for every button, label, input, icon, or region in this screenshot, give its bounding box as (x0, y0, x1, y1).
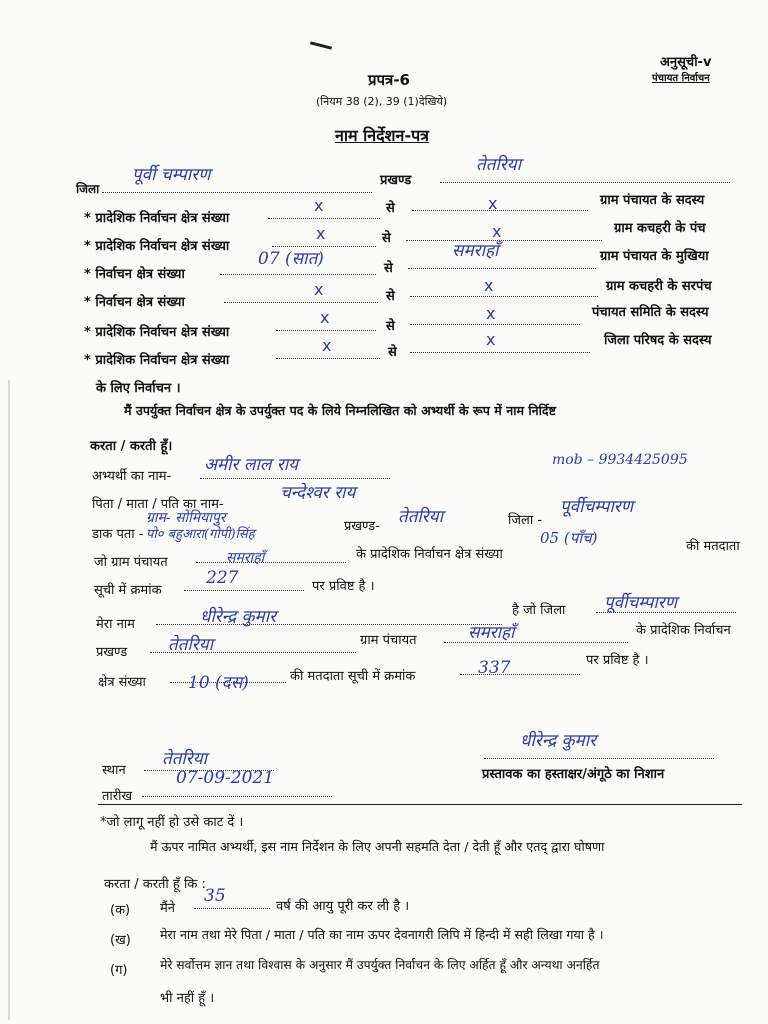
item-mark: (ग) (110, 963, 128, 978)
cross-mark: x (484, 276, 494, 295)
cross-mark: x (488, 194, 498, 213)
row-dots (410, 296, 598, 297)
item-text-2: भी नहीं हूँ । (160, 991, 215, 1006)
regional-text: के प्रादेशिक निर्वाचन (636, 623, 731, 638)
entered-text: पर प्रविष्ट है । (586, 653, 649, 668)
cross-mark: x (322, 336, 332, 355)
district-dots (102, 192, 372, 193)
row-dots (220, 274, 376, 275)
constituency-number: 07 (सात) (258, 249, 324, 269)
serial-suffix: पर प्रविष्ट है । (312, 579, 375, 594)
candidate-name-value: अमीर लाल राय (204, 455, 298, 475)
consent-line-2: करता / करती हूँ कि : (104, 877, 206, 892)
proposer-block-value: तेतरिया (168, 635, 213, 655)
proposer-block-label: प्रखण्ड (96, 645, 128, 660)
cross-mark: x (314, 196, 324, 215)
district-value: पूर्वी चम्पारण (132, 165, 211, 185)
proposer-gp-value: समराहाँ (468, 623, 515, 643)
cross-mark: x (314, 280, 324, 299)
candidate-name-label: अभ्यर्थी का नाम- (92, 469, 172, 484)
row-label: * निर्वाचन क्षेत्र संख्या (84, 295, 185, 310)
age-value: 35 (204, 886, 226, 906)
sign-caption: प्रस्तावक का हस्ताक्षर/अंगूठे का निशान (482, 767, 665, 782)
form-number: प्रपत्र-6 (368, 71, 410, 89)
row-dots (410, 324, 580, 325)
date-label: तारीख (102, 789, 133, 804)
rule-reference: (नियम 38 (2), 39 (1)देखिये) (316, 95, 448, 108)
place-label: स्थान (102, 763, 126, 778)
item-text: मेरा नाम तथा मेरे पिता / माता / पति का नाम ऊपर देवनागरी लिपि में हिन्दी में सही लिखा गया है । (160, 927, 604, 942)
address-value-1: ग्राम- सोमियापुर (146, 510, 226, 526)
serial-dots (184, 590, 304, 591)
block-value: तेतरिया (476, 155, 521, 175)
constituency-value: 05 (पाँच) (540, 529, 598, 547)
declaration-line-1: मैं उपर्युक्त निर्वाचन क्षेत्र के उपर्युक्त पद के लिये निम्नलिखित को अभ्यर्थी के रूप में नाम निर्दिष्ट (124, 403, 556, 418)
item-post: वर्ष की आयु पूरी कर ली है । (276, 899, 410, 914)
voter-serial-text: की मतदाता सूची में क्रमांक (290, 669, 416, 684)
voter-text: की मतदाता (686, 539, 740, 554)
gp-label: जो ग्राम पंचायत (94, 555, 168, 570)
candidate-mobile: mob – 9934425095 (552, 452, 688, 468)
candidate-district-label: जिला - (508, 513, 543, 528)
item-pre: मैंने (160, 901, 175, 916)
proposer-gp-label: ग्राम पंचायत (360, 633, 417, 648)
row-post: पंचायत समिति के सदस्य (592, 305, 709, 320)
candidate-district-value: पूर्वीचम्पारण (560, 497, 634, 517)
row-post: ग्राम पंचायत के मुखिया (600, 249, 709, 264)
row-dots (412, 210, 588, 211)
cross-mark: x (486, 330, 496, 349)
row-se: से (388, 345, 397, 360)
row-label: * निर्वाचन क्षेत्र संख्या (84, 267, 185, 282)
proposer-name-label: मेरा नाम (96, 617, 135, 632)
proposer-district-value: पूर्वीचम्पारण (604, 593, 678, 613)
cross-mark: x (320, 308, 330, 327)
row-se: से (386, 289, 395, 304)
date-dots (142, 796, 332, 797)
item-text: मेरे सर्वोत्तम ज्ञान तथा विश्वास के अनुसार मैं उपर्युक्त निर्वाचन के लिए अर्हित हूँ और अन्यथा अनर्हित (160, 958, 600, 972)
area-value: 10 (दस) (188, 673, 249, 693)
address-value-2: पो० बहुआरा(गोपी)सिंह (146, 527, 255, 542)
row-dots (276, 358, 380, 359)
form-title: नाम निर्देशन-पत्र (335, 126, 430, 145)
serial-label: सूची में क्रमांक (94, 583, 162, 598)
row-dots (268, 218, 380, 219)
address-label: डाक पता - (92, 527, 144, 542)
row-post: ग्राम पंचायत के सदस्य (600, 193, 705, 208)
proposer-signature: धीरेन्द्र कुमार (520, 731, 597, 751)
row-dots (224, 302, 378, 303)
row-label: * प्रादेशिक निर्वाचन क्षेत्र संख्या (84, 211, 230, 226)
area-label: क्षेत्र संख्या (98, 675, 146, 690)
cross-mark: x (486, 304, 496, 323)
row-post: ग्राम कचहरी के सरपंच (606, 279, 712, 294)
row-dots (408, 268, 596, 269)
district-text: है जो जिला (512, 603, 566, 618)
age-dots (194, 908, 270, 909)
date-value: 07-09-2021 (176, 768, 275, 788)
consent-line-1: मैं ऊपर नामित अभ्यर्थी, इस नाम निर्देशन के लिए अपनी सहमति देता / देती हूँ और एतद् द्वारा घोषणा (150, 839, 605, 854)
constituency-text: के प्रादेशिक निर्वाचन क्षेत्र संख्या (356, 547, 503, 562)
serial-value: 227 (206, 568, 239, 588)
declaration-line-1b: करता / करती हूँ। (90, 439, 173, 454)
row-dots (410, 352, 590, 353)
gp-dots (196, 562, 346, 563)
pen-mark (310, 41, 332, 49)
sign-dots (484, 758, 714, 759)
item-mark: (क) (110, 903, 131, 918)
election-for-text: के लिए निर्वाचन । (96, 381, 181, 396)
candidate-block-label: प्रखण्ड- (344, 519, 380, 534)
candidate-block-value: तेतरिया (398, 507, 443, 527)
row-label: * प्रादेशिक निर्वाचन क्षेत्र संख्या (84, 353, 230, 368)
row-post: जिला परिषद के सदस्य (604, 333, 712, 348)
father-name-value: चन्देश्वर राय (280, 483, 356, 503)
cross-mark: x (316, 224, 326, 243)
page-edge-shadow (8, 380, 10, 1020)
district-label: जिला (76, 182, 100, 196)
cross-mark: x (492, 222, 502, 241)
father-name-label: पिता / माता / पति का नाम- (92, 497, 224, 512)
panchayat-name: समराहाँ (452, 241, 499, 261)
voter-serial-value: 337 (478, 658, 511, 678)
row-dots (406, 240, 602, 241)
row-se: से (382, 231, 391, 246)
row-label: * प्रादेशिक निर्वाचन क्षेत्र संख्या (84, 239, 230, 254)
row-post: ग्राम कचहरी के पंच (614, 221, 706, 236)
proposer-name-value: धीरेन्द्र कुमार (200, 607, 277, 627)
row-label: * प्रादेशिक निर्वाचन क्षेत्र संख्या (84, 325, 230, 340)
row-se: से (386, 319, 395, 334)
row-dots (276, 330, 376, 331)
schedule-subtitle: पंचायत निर्वाचन (652, 73, 710, 84)
place-value: तेतरिया (162, 749, 207, 769)
footnote: *जो लागू नहीं हो उसे काट दें । (100, 815, 244, 830)
item-mark: (ख) (110, 933, 131, 948)
separator-line (98, 804, 742, 805)
block-dots (440, 182, 730, 183)
gp-value: समराहाँ (226, 550, 265, 566)
block-label: प्रखण्ड (380, 173, 412, 188)
name-dots (200, 478, 390, 479)
schedule-label: अनुसूची-v (660, 55, 712, 70)
row-se: से (386, 201, 395, 216)
row-se: से (384, 261, 393, 276)
